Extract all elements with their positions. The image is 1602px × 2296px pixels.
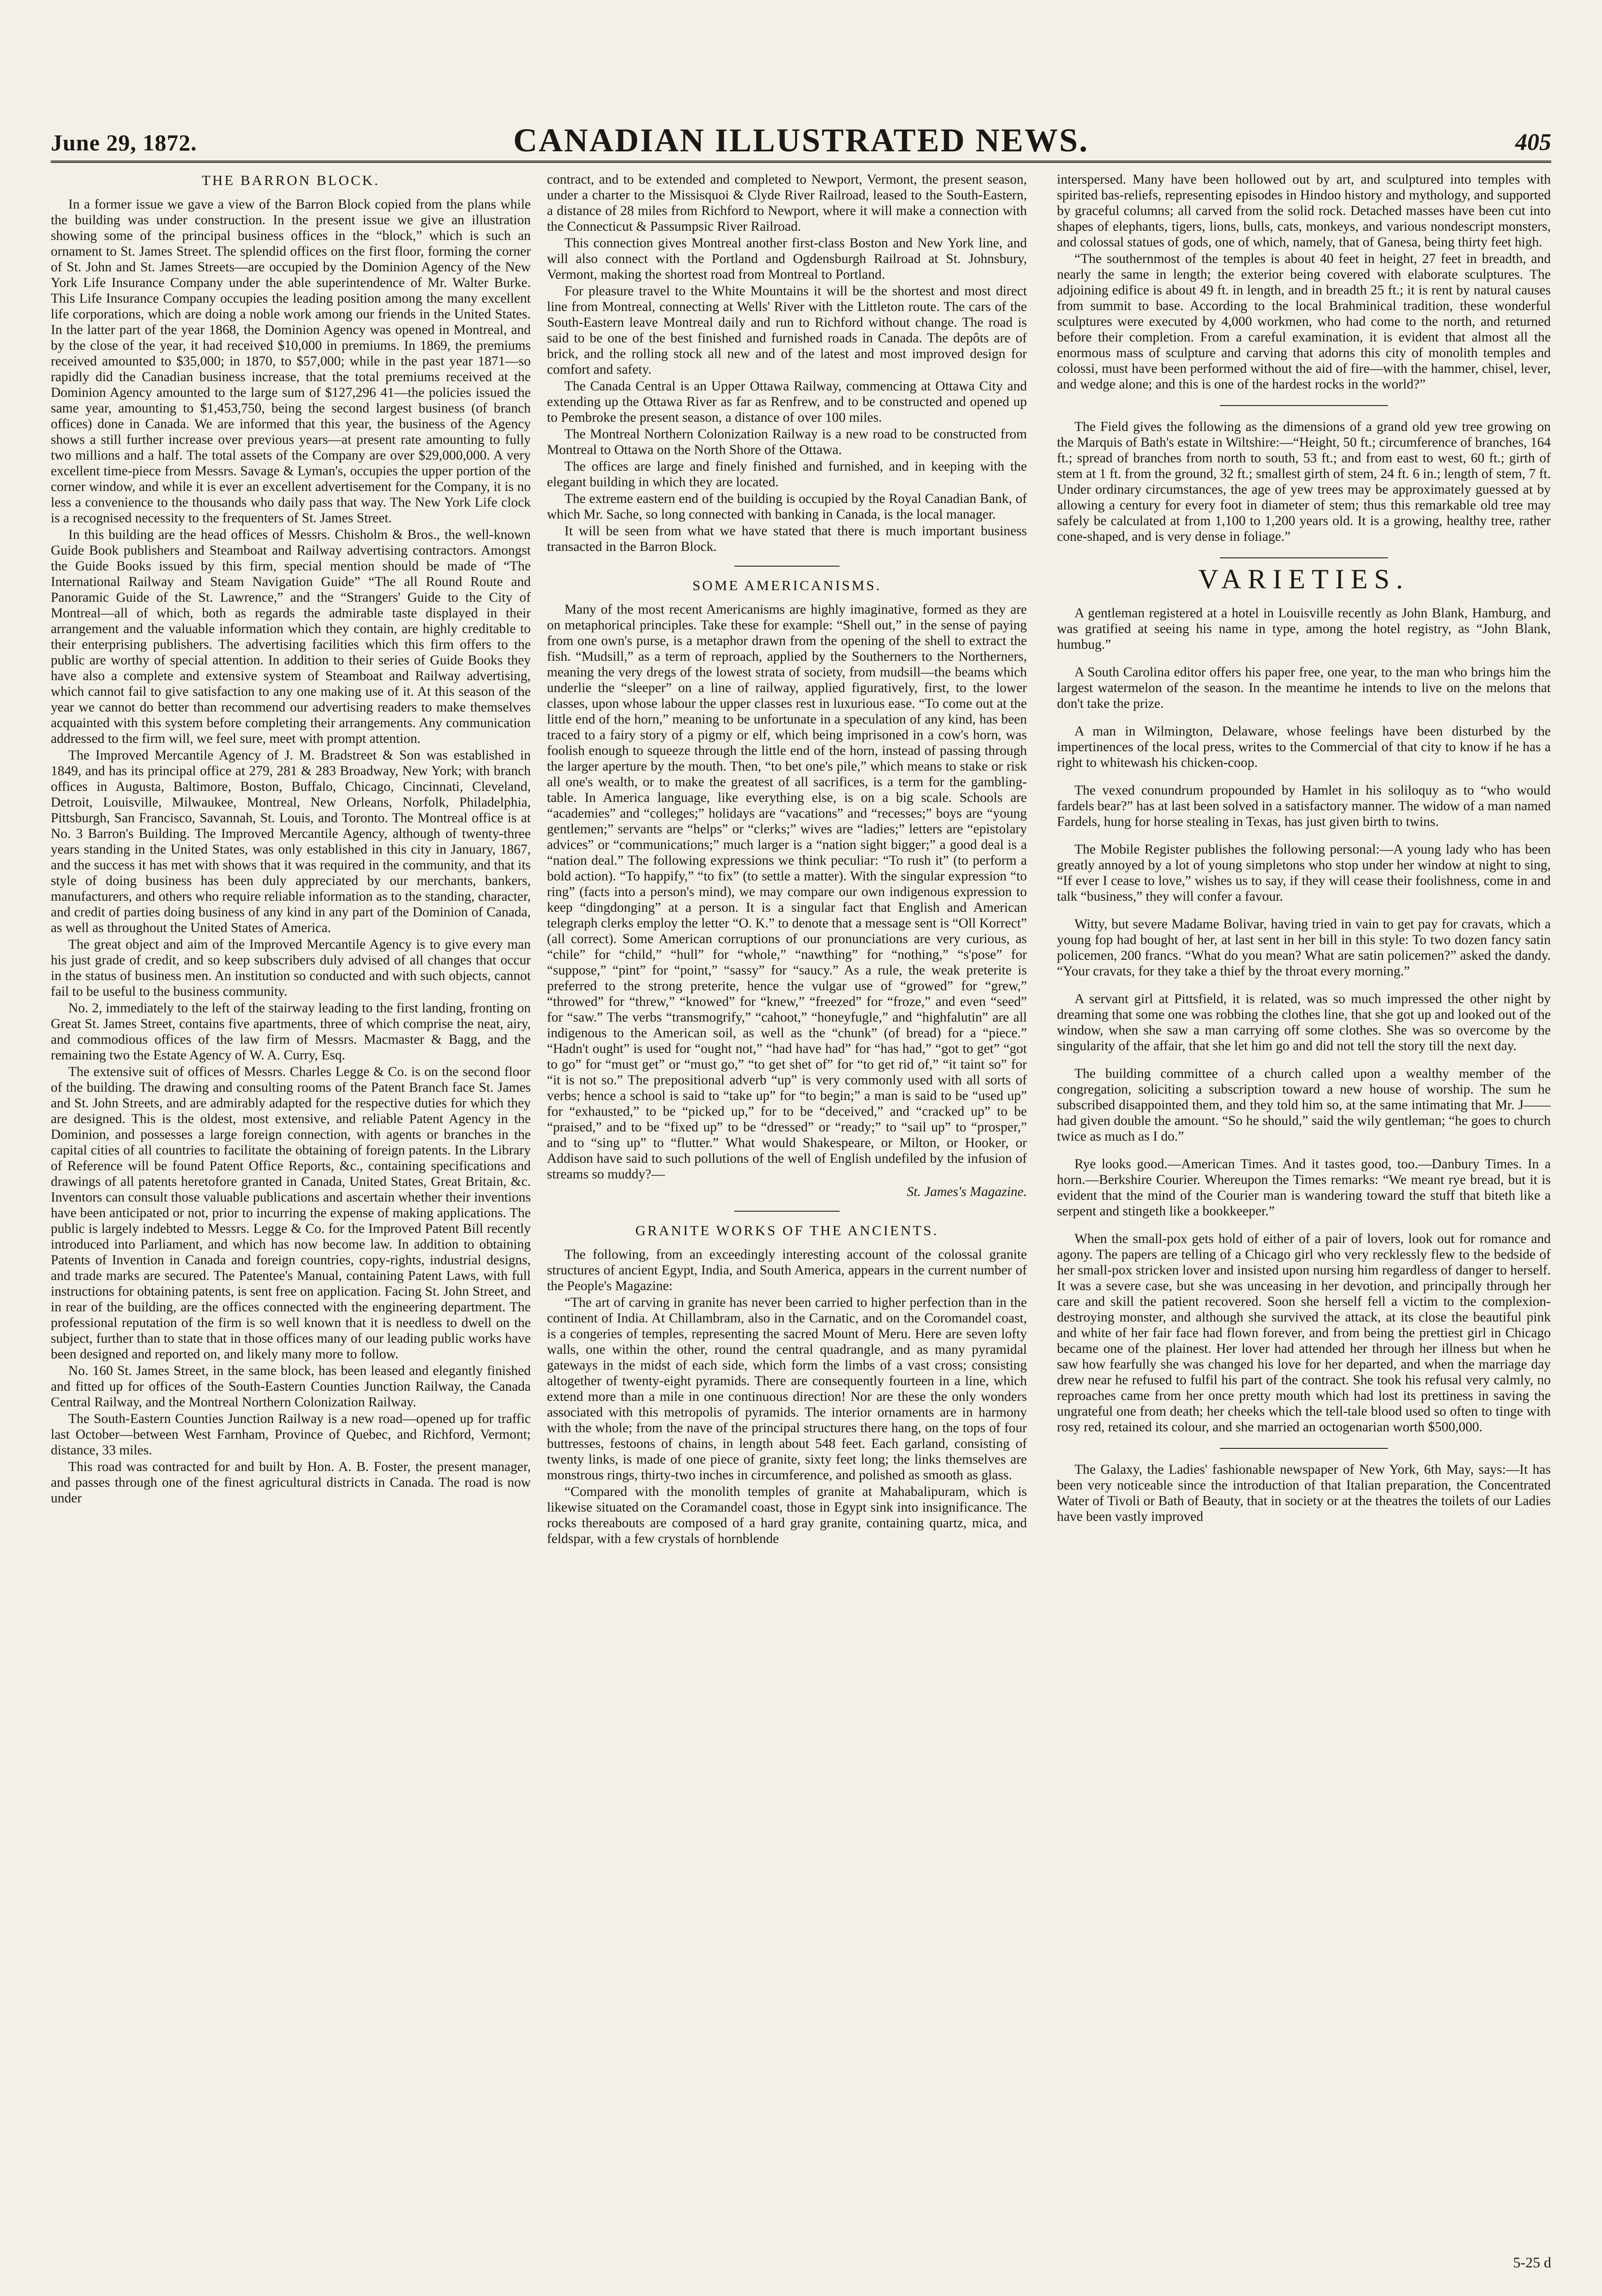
paragraph: “Compared with the monolith temples of granite at Mahabalipuram, which is likewise situated on the Coramandel coast, those in Egypt sink into insignificance. The rocks thereabouts are composed of a hard gray granite, containing quartz, mica, and feldspar, with a few crystals of hornblende [547, 1484, 1027, 1546]
paragraph: The Improved Mercantile Agency of J. M. Bradstreet & Son was established in 1849, and has its principal office at 279, 281 & 283 Broadway, New York; with branch offices in Augusta, Baltimore, Boston, Buffalo, Chicago, Cincinnati, Cleveland, Detroit, Louisville, Milwaukee, Montreal, New Orleans, Norfolk, Philadelphia, Pittsburgh, San Francisco, Savannah, St. Louis, and Toronto. The Montreal office is at No. 3 Barron's Building. The Improved Mercantile Agency, although of twenty-three years standing in the United States, was only established in this city in January, 1867, and the success it has met with shows that it was required in the community, and that its style of doing business has been duly appreciated by our merchants, bankers, manufacturers, and others who require reliable information as to the standing, character, and credit of parties doing business of any kind in any part of the Dominion of Canada, as well as throughout the United States of America. [51, 748, 531, 935]
paragraph: The extensive suit of offices of Messrs. Charles Legge & Co. is on the second floor of the building. The drawing and consulting rooms of the Patent Branch face St. James and St. John Streets, and are admirably adapted for the respective duties for which they are designed. This is the oldest, most extensive, and reliable Patent Agency in the Dominion, and possesses a large foreign connection, with agents or branches in the capital cities of all countries to facilitate the obtaining of foreign patents. In the Library of Reference will be found Patent Office Reports, &c., containing specifications and drawings of all patents heretofore granted in Canada, United States, Great Britain, &c. Inventors can consult those valuable publications and ascertain whether their inventions have been anticipated or not, prior to incurring the expense of making applications. The public is largely indebted to Messrs. Legge & Co. for the Improved Patent Bill recently introduced into Parliament, and which has now become law. In addition to obtaining Patents of Invention in Canada and foreign countries, copy-rights, industrial designs, and trade marks are secured. The Patentee's Manual, containing Patent Laws, with full instructions for obtaining patents, is sent free on application. Facing St. John Street, and in rear of the building, are the offices connected with the engineering department. The professional reputation of the firm is so well known that it is needless to dwell on the subject, further than to state that in those offices many of our leading public works have been designed and reported on, and likely many more to follow. [51, 1064, 531, 1362]
variety-item: A South Carolina editor offers his paper free, one year, to the man who brings him the largest watermelon of the season. In the meantime he intends to live on the melons that don't take the prize. [1057, 665, 1551, 711]
paragraph: The South-Eastern Counties Junction Railway is a new road—opened up for traffic last October—between West Farnham, Province of Quebec, and Richford, Vermont; distance, 33 miles. [51, 1411, 531, 1458]
article-heading: THE BARRON BLOCK. [202, 172, 380, 188]
variety-item: The Galaxy, the Ladies' fashionable newspaper of New York, 6th May, says:—It has been very noticeable since the introduction of that Italian preparation, the Concentrated Water of Tivoli or Bath of Beauty, that in society or at the theatres the toilets of our Ladies have been vastly improved [1057, 1462, 1551, 1524]
variety-item: A servant girl at Pittsfield, it is related, was so much impressed the other night by dreaming that some one was robbing the clothes line, that she got up and looked out of the window, when she saw a man carrying off some clothes. She was so overcome by the singularity of the affair, that she let him go and did not tell the story till the next day. [1057, 992, 1551, 1053]
issue-date: June 29, 1872. [51, 130, 197, 155]
advert-code: 5-25 d [1513, 2254, 1551, 2271]
section-divider [1220, 557, 1388, 558]
section-divider [734, 566, 840, 567]
variety-item: The building committee of a church called upon a wealthy member of the congregation, soliciting a subscription toward a new house of worship. The sum he subscribed disappointed them, and they told him so, at the same intimating that Mr. J—— had given double the amount. “So he should,” said the wily gentleman; “he goes to church twice as much as I do.” [1057, 1066, 1551, 1144]
variety-item: Rye looks good.—American Times. And it tastes good, too.—Danbury Times. In a horn.—Berkshire Courier. Whereupon the Times remarks: “We meant rye bread, but it is evident that the mind of the Courier man is wandering toward the stuff that biteth like a serpent and stingeth like a bookkeeper.” [1057, 1157, 1551, 1219]
paragraph: This connection gives Montreal another first-class Boston and New York line, and will also connect with the Portland and Ogdensburgh Railroad at St. Johnsbury, Vermont, making the shortest road from Montreal to Portland. [547, 236, 1027, 282]
paragraph: The Field gives the following as the dimensions of a grand old yew tree growing on the Marquis of Bath's estate in Wiltshire:—“Height, 50 ft.; circumference of branches, 164 ft.; spread of branches from north to south, 53 ft.; and from east to west, 60 ft.; girth of stem at 1 ft. from the ground, 32 ft.; smallest girth of stem, 24 ft. 6 in.; length of stem, 7 ft. Under ordinary circumstances, the age of yew trees may be approximately guessed at by allowing a century for every foot in diameter of stem; thus this remarkable old tree may safely be calculated at from 1,100 to 1,200 years old. It is a growing, healthy tree, rather cone-shaped, and is very dense in foliage.” [1057, 419, 1551, 544]
paragraph: “The southernmost of the temples is about 40 feet in height, 27 feet in breadth, and nearly the same in length; the exterior being covered with elaborate sculptures. The adjoining edifice is about 49 ft. in length, and in breadth 25 ft.; it is rent by natural causes from summit to base. According to the local Brahminical tradition, these wonderful sculptures were executed by 4,000 workmen, who had come to the north, and returned before their completion. From a careful examination, it is evident that almost all the enormous mass of sculpture and carving that adorns this city of monolith temples and colossi, must have been performed without the aid of fire—with the hammer, chisel, lever, and wedge alone; and this is one of the hardest rocks in the world?” [1057, 251, 1551, 392]
article-heading: SOME AMERICANISMS. [692, 577, 882, 593]
variety-item: The Mobile Register publishes the following personal:—A young lady who has been greatly annoyed by a lot of young simpletons who stop under her window at night to sing, “If ever I cease to love,” wishes us to say, if they will cease their foolishness, come in and talk “business,” they will confer a favour. [1057, 842, 1551, 904]
paragraph: The offices are large and finely finished and furnished, and in keeping with the elegant building in which they are located. [547, 459, 1027, 490]
paragraph: It will be seen from what we have stated that there is much important business transacted in the Barron Block. [547, 524, 1027, 554]
paragraph: The Montreal Northern Colonization Railway is a new road to be constructed from Montreal to Ottawa on the North Shore of the Ottawa. [547, 427, 1027, 457]
variety-item: A man in Wilmington, Delaware, whose feelings have been disturbed by the impertinences of the local press, writes to the Commercial of that city to know if he has a right to whitewash his chicken-coop. [1057, 724, 1551, 770]
paragraph: The Canada Central is an Upper Ottawa Railway, commencing at Ottawa City and extending up the Ottawa River as far as Renfrew, and to be constructed and opened up to Pembroke the present season, a distance of over 100 miles. [547, 379, 1027, 425]
source-attribution: St. James's Magazine. [906, 1184, 1027, 1199]
column-1 [51, 172, 531, 2266]
variety-item: A gentleman registered at a hotel in Louisville recently as John Blank, Hamburg, and was gratified at seeing his name in type, among the hotel registry, as “John Blank, humbug.” [1057, 606, 1551, 652]
paragraph: No. 2, immediately to the left of the stairway leading to the first landing, fronting on Great St. James Street, contains five apartments, three of which comprise the neat, airy, and commodious offices of the law firm of Messrs. Macmaster & Bagg, and the remaining two the Estate Agency of W. A. Curry, Esq. [51, 1001, 531, 1063]
paragraph: contract, and to be extended and completed to Newport, Vermont, the present season, under a charter to the Missisquoi & Clyde River Railroad, leased to the South-Eastern, a distance of 28 miles from Richford to Newport, where it will make a connection with the Connecticut & Passumpsic River Railroad. [547, 172, 1027, 234]
paragraph: The extreme eastern end of the building is occupied by the Royal Canadian Bank, of which Mr. Sache, so long connected with banking in Canada, is the local manager. [547, 491, 1027, 522]
paragraph: This road was contracted for and built by Hon. A. B. Foster, the present manager, and passes through one of the finest agricultural districts in Canada. The road is now under [51, 1459, 531, 1506]
variety-item: Witty, but severe Madame Bolivar, having tried in vain to get pay for cravats, which a young fop had bought of her, at last sent in her bill in this style: To two dozen fancy satin policemen, 200 francs. “What do you mean? What are satin policemen?” asked the dandy. “Your cravats, for they take a thief by the throat every morning.” [1057, 917, 1551, 979]
section-divider [1220, 405, 1388, 406]
article-heading: GRANITE WORKS OF THE ANCIENTS. [635, 1222, 939, 1238]
paragraph: In this building are the head offices of Messrs. Chisholm & Bros., the well-known Guide Book publishers and Steamboat and Railway advertising contractors. Amongst the Guide Books issued by this firm, special mention should be made of “The International Railway and Steam Navigation Guide” “The all Round Route and Panoramic Guide of the St. Lawrence,” and the “Strangers' Guide to the City of Montreal—all of which, both as regards the admirable taste displayed in their arrangement and the valuable information which they contain, are highly creditable to their enterprising publishers. The advertising facilities which this firm offers to the public are worthy of special attention. In addition to their series of Guide Books they have also a complete and extensive system of Steamboat and Railway advertising, which cannot fail to give satisfaction to any one making use of it. At this season of the year we cannot do better than recommend our advertising readers to make themselves acquainted with this system before completing their arrangements. Any communication addressed to the firm will, we feel sure, meet with prompt attention. [51, 527, 531, 746]
column-2 [547, 172, 1027, 2266]
masthead [51, 116, 1551, 163]
variety-item: The vexed conundrum propounded by Hamlet in his soliloquy as to “who would fardels bear?” has at last been solved in a satisfactory manner. The widow of a man named Fardels, hung for horse stealing in Texas, has just given birth to twins. [1057, 783, 1551, 829]
paragraph: Many of the most recent Americanisms are highly imaginative, formed as they are on metaphorical principles. Take these for example: “Shell out,” in the sense of paying from one own's purse, is a metaphor drawn from the opening of the shell to extract the fish. “Mudsill,” as a term of reproach, applied by the Southerners to the Northerners, meaning the very dregs of the lowest strata of society, from mudsill—the beams which underlie the “sleeper” on a line of railway, applied figuratively, first, to the lower classes, upon whose labour the upper classes rest in luxurious ease. “To come out at the little end of the horn,” meaning to be unfortunate in a speculation of any kind, has been traced to a fairy story of a pigmy or elf, which being imprisoned in a cow's horn, was foolish enough to squeeze through the little end of the horn, instead of passing through the larger aperture by the mouth. Then, “to bet one's pile,” which means to stake or risk all one's wealth, or to make the greatest of all sacrifices, is a term for the gambling-table. In America language, like everything else, is on a big scale. Schools are “academies” and “colleges;” holidays are “vacations” and “recesses;” boys are “young gentlemen;” servants are “helps” or “clerks;” wives are “ladies;” letters are “epistolary advices” or “communications;” much larger is a “nation sight bigger;” a good deal is a “nation deal.” The following expressions we think peculiar: “To rush it” (to perform a bold action). “To happify,” “to fix” (to settle a matter). With the singular expression “to ring” (facts into a person's mind), we may compare our own indigenous expression to keep “dingdonging” at a person. It is a singular fact that English and American telegraph clerks employ the letter “O. K.” to denote that a message sent is “Oll Korrect” (all correct). Some American corruptions of our pronunciations are very curious, as “chile” for “child,” “hull” for “whole,” “nawthing” for “nothing,” “s'pose” for “suppose,” “pint” for “point,” “sassy” for “saucy.” As a rule, the weak preterite is preferred to the strong preterite, hence the vulgar use of “growed” for “grew,” “throwed” for “threw,” “knowed” for “knew,” “freezed” for “froze,” and even “seed” for “saw.” The verbs “transmogrify,” “cahoot,” “honeyfugle,” and “highfalutin” are all indigenous to the American soil, as well as the “chunk” (of bread) for a “piece.” “Hadn't ought” is used for “ought not,” “had have had” for “has had,” “got to get” “got to go” for “must get” or “must go,” “to get shet of” for “to get rid of,” “it taint so” for “it is not so.” The prepositional adverb “up” is very commonly used with all sorts of verbs; hence a school is said to “take up” for “to begin;” a man is said to be “used up” for “exhausted,” to be “picked up,” for to be “deceived,” and “cracked up” to be “praised,” and to be “fixed up” to be “dressed” or “ready;” to “sail up” to “prosper,” and to “sing up” to “flutter.” What would Shakespeare, or Milton, or Hooker, or Addison have said to such pollutions of the well of English undefiled by the infusion of streams so muddy?— [547, 602, 1027, 1182]
paragraph: In a former issue we gave a view of the Barron Block copied from the plans while the building was under construction. In the present issue we give an illustration showing some of the principal business offices in the “block,” which is such an ornament to St. James Street. The splendid offices on the first floor, forming the corner of St. John and St. James Streets—are occupied by the Dominion Agency of the New York Life Insurance Company under the able superintendence of Mr. Walter Burke. This Life Insurance Company occupies the leading position among the many excellent life corporations, which are doing a noble work among our friends in the United States. In the latter part of the year 1868, the Dominion Agency was opened in Montreal, and by the close of the year, it had received $10,000 in premiums. In 1869, the premiums received amounted to $35,000; in 1870, to $57,000; while in the past year 1871—so rapidly did the Canadian business increase, that the total premiums received at the Dominion Agency amounted to the large sum of $127,296 41—the policies issued the same year, amounting to $1,453,750, being the second largest business (of branch offices) done in Canada. We are informed that this year, the business of the Agency shows a still further increase over previous years—at present rate amounting to fully two millions and a half. The total assets of the Company are over $29,000,000. A very excellent time-piece from Messrs. Savage & Lyman's, occupies the upper portion of the corner window, and while it is ever an excellent advertisement for the Company, it is no less a convenience to the thousands who daily pass that way. The New York Life clock is a recognised necessity to the frequenters of St. James Street. [51, 197, 531, 526]
page-number: 405 [1515, 129, 1551, 155]
varieties-heading: VARIETIES. [1198, 564, 1410, 594]
newspaper-title: CANADIAN ILLUSTRATED NEWS. [513, 122, 1089, 159]
variety-item: When the small-pox gets hold of either of a pair of lovers, look out for romance and agony. The papers are telling of a Chicago girl who very recklessly flew to the bedside of her small-pox stricken lover and insisted upon nursing him regardless of danger to herself. It was a severe case, but she was unceasing in her devotion, and principally through her care and skill the patient recovered. Soon she herself fell a victim to the complexion-destroying monster, and although she survived the attack, at its close the beautiful pink and white of her fair face had flown forever, and from being the prettiest girl in Chicago became one of the plainest. Her lover had attended her through her illness but when he saw how fearfully she was changed his love for her departed, and when the marriage day drew near he refused to fulfil his part of the contract. She took his refusal very calmly, no reproaches came from her once pretty mouth which had lost its prettiness in saving the ungrateful one from death; her cheeks which the tell-tale blood used so often to tinge with rosy red, retained its colour, and she married an octogenarian worth $500,000. [1057, 1232, 1551, 1435]
paragraph: interspersed. Many have been hollowed out by art, and sculptured into temples with spirited bas-reliefs, representing episodes in Hindoo history and mythology, and supported by graceful columns; all carved from the solid rock. Detached masses have been cut into shapes of elephants, tigers, lions, bulls, cats, monkeys, and various nondescript monsters, and colossal statues of gods, one of which, namely, that of Ganesa, being thirty feet high. [1057, 172, 1551, 250]
section-divider [1220, 1448, 1388, 1449]
section-divider [734, 1211, 840, 1212]
paragraph: The following, from an exceedingly interesting account of the colossal granite structures of ancient Egypt, India, and South America, appears in the current number of the People's Magazine: [547, 1247, 1027, 1293]
paragraph: For pleasure travel to the White Mountains it will be the shortest and most direct line from Montreal, connecting at Wells' River with the Littleton route. The cars of the South-Eastern leave Montreal daily and run to Richford without change. The road is said to be one of the best finished and furnished roads in Canada. The depôts are of brick, and the rolling stock all new and of the latest and most improved design for comfort and safety. [547, 284, 1027, 377]
paragraph: No. 160 St. James Street, in the same block, has been leased and elegantly finished and fitted up for offices of the South-Eastern Counties Junction Railway, the Canada Central Railway, and the Montreal Northern Colonization Railway. [51, 1363, 531, 1410]
paragraph: “The art of carving in granite has never been carried to higher perfection than in the continent of India. At Chillambram, also in the Carnatic, and on the Coromandel coast, is a congeries of temples, representing the sacred Mount of Meru. Here are seven lofty walls, one within the other, round the central quadrangle, and as many pyramidal gateways in the midst of each side, which form the limbs of a vast cross; consisting altogether of twenty-eight pyramids. There are consequently fourteen in a line, which extend more than a mile in one continuous direction! Nor are these the only wonders associated with this metropolis of pyramids. The interior ornaments are in harmony with the whole; from the nave of the principal structures there hang, on the tops of four buttresses, festoons of chains, in length about 548 feet. Each garland, consisting of twenty links, is made of one piece of granite, sixty feet long; the links themselves are monstrous rings, thirty-two inches in circumference, and polished as smooth as glass. [547, 1295, 1027, 1483]
paragraph: The great object and aim of the Improved Mercantile Agency is to give every man his just grade of credit, and so keep subscribers duly advised of all changes that occur in the status of business men. An institution so conducted and with such objects, cannot fail to be useful to the business community. [51, 937, 531, 999]
column-3 [1057, 172, 1551, 2266]
